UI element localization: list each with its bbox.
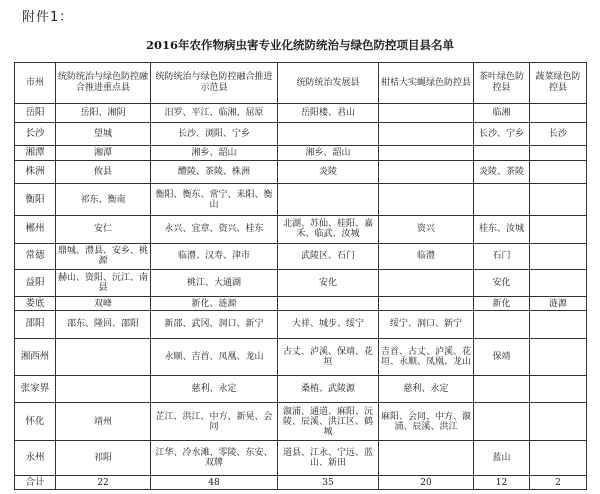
- table-cell: [278, 297, 379, 311]
- total-cell: 2: [530, 476, 587, 490]
- table-cell: 汨罗、平江、临湘、屈原: [151, 104, 278, 123]
- city-cell: 怀化: [15, 403, 56, 441]
- table-cell: 祁东、衡南: [56, 184, 151, 216]
- table-cell: [474, 403, 530, 441]
- table-cell: [379, 104, 474, 123]
- table-cell: 湘乡、韶山: [151, 146, 278, 161]
- table-row: [15, 403, 587, 441]
- table-cell: [530, 441, 587, 476]
- table-cell: 安仁: [56, 216, 151, 243]
- table-cell: [379, 441, 474, 476]
- table-cell: 资兴: [379, 216, 474, 243]
- header-citrus-fly-county: 柑桔大实蝇绿色防控县: [379, 63, 474, 104]
- table-cell: [530, 375, 587, 402]
- table-row: [15, 104, 587, 123]
- table-cell: [530, 184, 587, 216]
- table-cell: 靖州: [56, 403, 151, 441]
- table-cell: 湘乡、韶山: [278, 146, 379, 161]
- header-development-county: 统防统治发展县: [278, 63, 379, 104]
- table-cell: [278, 184, 379, 216]
- total-row: [15, 476, 587, 490]
- table-cell: 炎陵: [278, 161, 379, 184]
- table-cell: 湘潭: [56, 146, 151, 161]
- table-row: [15, 243, 587, 269]
- table-cell: [379, 146, 474, 161]
- table-row: [15, 338, 587, 375]
- table-cell: [474, 184, 530, 216]
- table-cell: 长沙、宁乡: [474, 123, 530, 146]
- header-demo-county: 统防统治与绿色防控融合推进示范县: [151, 63, 278, 104]
- table-cell: 永顺、吉首、凤凰、龙山: [151, 338, 278, 375]
- table-cell: 石门: [474, 243, 530, 269]
- city-cell: 岳阳: [15, 104, 56, 123]
- city-cell: 郴州: [15, 216, 56, 243]
- table-cell: 涟源: [530, 297, 587, 311]
- table-cell: 安化: [278, 270, 379, 297]
- table-cell: 大祥、城步、绥宁: [278, 311, 379, 338]
- table-cell: [379, 297, 474, 311]
- table-cell: 绥宁、洞口、新宁: [379, 311, 474, 338]
- table-cell: 慈利、永定: [379, 375, 474, 402]
- table-cell: 新化: [474, 297, 530, 311]
- table-cell: [379, 184, 474, 216]
- table-row: [15, 311, 587, 338]
- table-cell: 古丈、泸溪、保靖、花垣: [278, 338, 379, 375]
- table-cell: [474, 311, 530, 338]
- table-cell: [56, 338, 151, 375]
- document-title: 2016年农作物病虫害专业化统防统治与绿色防控项目县名单: [145, 38, 454, 52]
- table-cell: 蓝山: [474, 441, 530, 476]
- header-key-county: 统防统治与绿色防控融合推进重点县: [56, 63, 151, 104]
- header-tea-county: 茶叶绿色防控县: [474, 63, 530, 104]
- table-cell: [474, 375, 530, 402]
- table-cell: 安化: [474, 270, 530, 297]
- table-cell: 武陵区、石门: [278, 243, 379, 269]
- table-cell: [474, 146, 530, 161]
- table-cell: 临澧: [379, 243, 474, 269]
- city-cell: 湘西州: [15, 338, 56, 375]
- city-cell: 湘潭: [15, 146, 56, 161]
- table-cell: 芷江、洪江、中方、新晃、会同: [151, 403, 278, 441]
- city-cell: 衡阳: [15, 184, 56, 216]
- city-cell: 益阳: [15, 270, 56, 297]
- header-vegetable-county: 蔬菜绿色防控县: [530, 63, 587, 104]
- table-cell: [530, 146, 587, 161]
- table-cell: 炎陵、茶陵: [474, 161, 530, 184]
- table-row: [15, 216, 587, 243]
- table-cell: [530, 243, 587, 269]
- table-cell: [56, 375, 151, 402]
- table-cell: 醴陵、茶陵、株洲: [151, 161, 278, 184]
- table-row: [15, 375, 587, 402]
- table-cell: 慈利、永定: [151, 375, 278, 402]
- total-cell: 22: [56, 476, 151, 490]
- total-cell: 35: [278, 476, 379, 490]
- table-cell: 吉首、古丈、泸溪、花垣、永顺、凤凰、龙山: [379, 338, 474, 375]
- table-cell: 岳阳、湘阴: [56, 104, 151, 123]
- total-cell: 12: [474, 476, 530, 490]
- table-cell: 新邵、武冈、洞口、新宁: [151, 311, 278, 338]
- table-cell: 攸县: [56, 161, 151, 184]
- attachment-label: 附件1：: [22, 10, 74, 25]
- table-cell: 临湘: [474, 104, 530, 123]
- table-cell: [530, 270, 587, 297]
- table-cell: 衡阳、衡东、常宁、耒阳、衡山: [151, 184, 278, 216]
- table-cell: [379, 161, 474, 184]
- city-cell: 张家界: [15, 375, 56, 402]
- table-cell: 江华、冷水滩、零陵、东安、双牌: [151, 441, 278, 476]
- county-list-table: [14, 62, 587, 490]
- table-cell: 麻阳、会同、中方、溆浦、辰溪、洪江: [379, 403, 474, 441]
- table-cell: 临澧、汉寿、津市: [151, 243, 278, 269]
- total-label: 合计: [15, 476, 56, 490]
- table-row: [15, 297, 587, 311]
- table-cell: [278, 123, 379, 146]
- table-cell: 岳阳楼、君山: [278, 104, 379, 123]
- table-cell: [530, 104, 587, 123]
- city-cell: 长沙: [15, 123, 56, 146]
- table-cell: 祁阳: [56, 441, 151, 476]
- city-cell: 永州: [15, 441, 56, 476]
- table-cell: [379, 270, 474, 297]
- table-cell: 溆浦、通道、麻阳、沅陵、辰溪、洪江区、鹤城: [278, 403, 379, 441]
- table-cell: 桃江、大通湖: [151, 270, 278, 297]
- table-row: [15, 161, 587, 184]
- table-cell: 桑植、武陵源: [278, 375, 379, 402]
- city-cell: 株洲: [15, 161, 56, 184]
- table-cell: [530, 338, 587, 375]
- table-cell: [530, 216, 587, 243]
- table-cell: 桂东、汝城: [474, 216, 530, 243]
- table-cell: [530, 403, 587, 441]
- table-cell: 长沙、浏阳、宁乡: [151, 123, 278, 146]
- table-cell: [530, 161, 587, 184]
- header-city: 市州: [15, 63, 56, 104]
- city-cell: 常德: [15, 243, 56, 269]
- table-row: [15, 123, 587, 146]
- city-cell: 邵阳: [15, 311, 56, 338]
- table-row: [15, 184, 587, 216]
- header-row: [15, 63, 587, 104]
- table-cell: 邵东、隆回、邵阳: [56, 311, 151, 338]
- table-cell: [379, 123, 474, 146]
- table-row: [15, 270, 587, 297]
- table-cell: [530, 311, 587, 338]
- total-cell: 48: [151, 476, 278, 490]
- table-cell: 鼎城、澧县、安乡、桃源: [56, 243, 151, 269]
- table-row: [15, 146, 587, 161]
- total-cell: 20: [379, 476, 474, 490]
- table-cell: 道县、江永、宁远、蓝山、新田: [278, 441, 379, 476]
- table-cell: 永兴、宜章、资兴、桂东: [151, 216, 278, 243]
- table-cell: 保靖: [474, 338, 530, 375]
- table-cell: 双峰: [56, 297, 151, 311]
- table-cell: 望城: [56, 123, 151, 146]
- city-cell: 娄底: [15, 297, 56, 311]
- table-row: [15, 441, 587, 476]
- table-cell: 赫山、资阳、沅江、南县: [56, 270, 151, 297]
- table-cell: 北湖、苏仙、桂阳、嘉禾、临武、汝城: [278, 216, 379, 243]
- table-cell: 长沙: [530, 123, 587, 146]
- table-cell: 新化、涟源: [151, 297, 278, 311]
